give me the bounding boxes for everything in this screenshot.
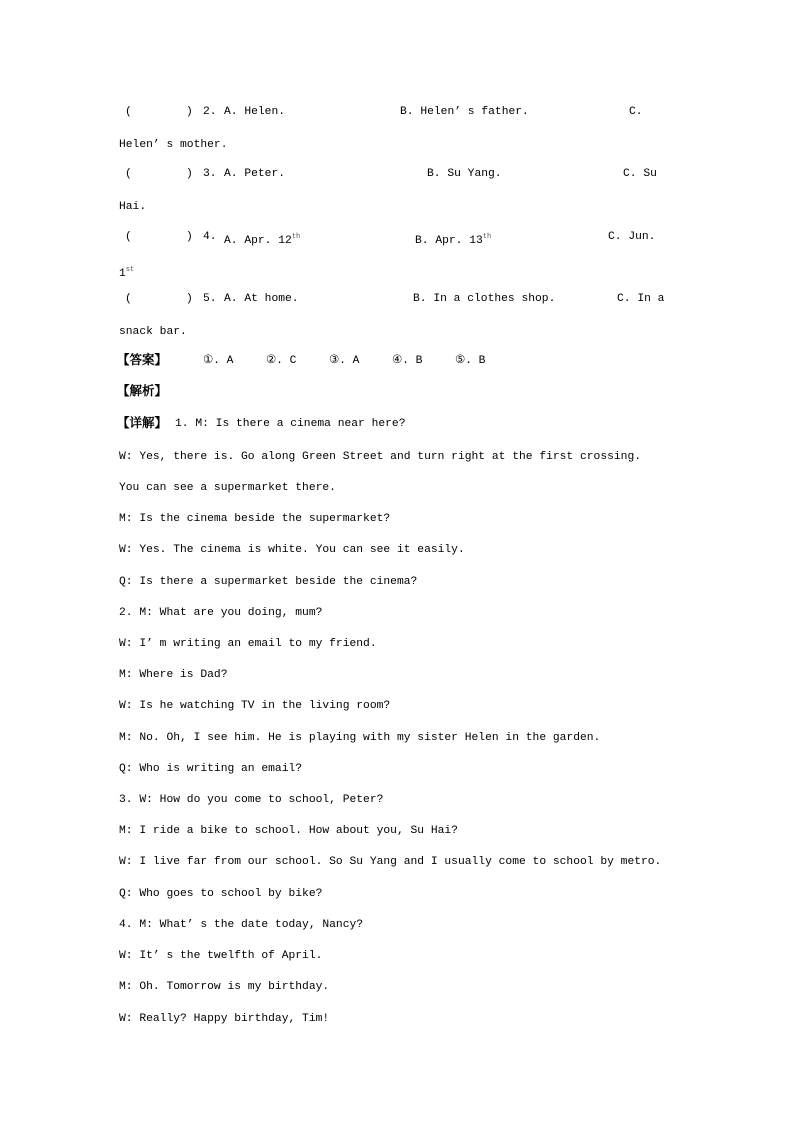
option-c-continued: Helen’ s mother.: [119, 139, 228, 151]
question-number: 5.: [203, 293, 217, 305]
answer-blank: ( ): [125, 106, 193, 118]
transcript-line: 2. M: What are you doing, mum?: [119, 607, 323, 619]
answer-item: ②. C: [266, 355, 297, 367]
question-number: 2.: [203, 106, 217, 118]
transcript-line: W: I live far from our school. So Su Yang and I usually come to school by metro.: [119, 856, 662, 868]
option-c: C. Jun.: [608, 231, 656, 243]
option-a: A. At home.: [224, 293, 299, 305]
transcript-line: 3. W: How do you come to school, Peter?: [119, 794, 384, 806]
transcript-line: W: It’ s the twelfth of April.: [119, 950, 323, 962]
option-b: B. In a clothes shop.: [413, 293, 556, 305]
answer-item: ⑤. B: [455, 355, 486, 367]
transcript-line: 4. M: What’ s the date today, Nancy?: [119, 919, 364, 931]
transcript-line: You can see a supermarket there.: [119, 482, 336, 494]
transcript-line: Q: Is there a supermarket beside the cinema?: [119, 576, 418, 588]
option-a: A. Peter.: [224, 168, 286, 180]
answer-blank: ( ): [125, 231, 193, 243]
analysis-label: 【解析】: [117, 383, 168, 398]
option-c: C. In a: [617, 293, 665, 305]
option-b: B. Su Yang.: [427, 168, 502, 180]
answer-item: ④. B: [392, 355, 423, 367]
ordinal-suffix: th: [482, 233, 492, 241]
option-b-text: B. Apr. 13: [415, 235, 483, 247]
transcript-line: M: Where is Dad?: [119, 669, 228, 681]
ordinal-suffix: th: [291, 233, 301, 241]
detail-label: 【详解】: [117, 415, 168, 430]
option-c-text: 1: [119, 268, 126, 280]
question-number: 3.: [203, 168, 217, 180]
option-b: [415, 230, 491, 248]
option-c-continued: [119, 263, 134, 281]
transcript-line: M: I ride a bike to school. How about you, Su Hai?: [119, 825, 458, 837]
answer-item: ③. A: [329, 355, 360, 367]
option-c-continued: Hai.: [119, 201, 147, 213]
option-a-text: A. Apr. 12: [224, 235, 292, 247]
transcript-line: Q: Who is writing an email?: [119, 763, 303, 775]
transcript-line: 1. M: Is there a cinema near here?: [175, 418, 406, 430]
question-number: 4.: [203, 231, 217, 243]
option-c: C. Su: [623, 168, 657, 180]
answer-blank: ( ): [125, 293, 193, 305]
option-c-continued: snack bar.: [119, 326, 187, 338]
transcript-line: Q: Who goes to school by bike?: [119, 888, 323, 900]
option-a: A. Helen.: [224, 106, 286, 118]
transcript-line: M: Oh. Tomorrow is my birthday.: [119, 981, 330, 993]
option-c: C.: [629, 106, 643, 118]
transcript-line: W: Yes. The cinema is white. You can see it easily.: [119, 544, 465, 556]
answer-label: 【答案】: [117, 352, 168, 367]
answer-item: ①. A: [203, 355, 234, 367]
transcript-line: W: Really? Happy birthday, Tim!: [119, 1013, 330, 1025]
transcript-line: W: I’ m writing an email to my friend.: [119, 638, 377, 650]
option-b: B. Helen’ s father.: [400, 106, 529, 118]
transcript-line: M: Is the cinema beside the supermarket?: [119, 513, 391, 525]
option-a: [224, 230, 300, 248]
ordinal-suffix: st: [125, 266, 135, 274]
transcript-line: W: Is he watching TV in the living room?: [119, 700, 391, 712]
answer-blank: ( ): [125, 168, 193, 180]
transcript-line: W: Yes, there is. Go along Green Street and turn right at the first crossing.: [119, 451, 642, 463]
transcript-line: M: No. Oh, I see him. He is playing with my sister Helen in the garden.: [119, 732, 601, 744]
